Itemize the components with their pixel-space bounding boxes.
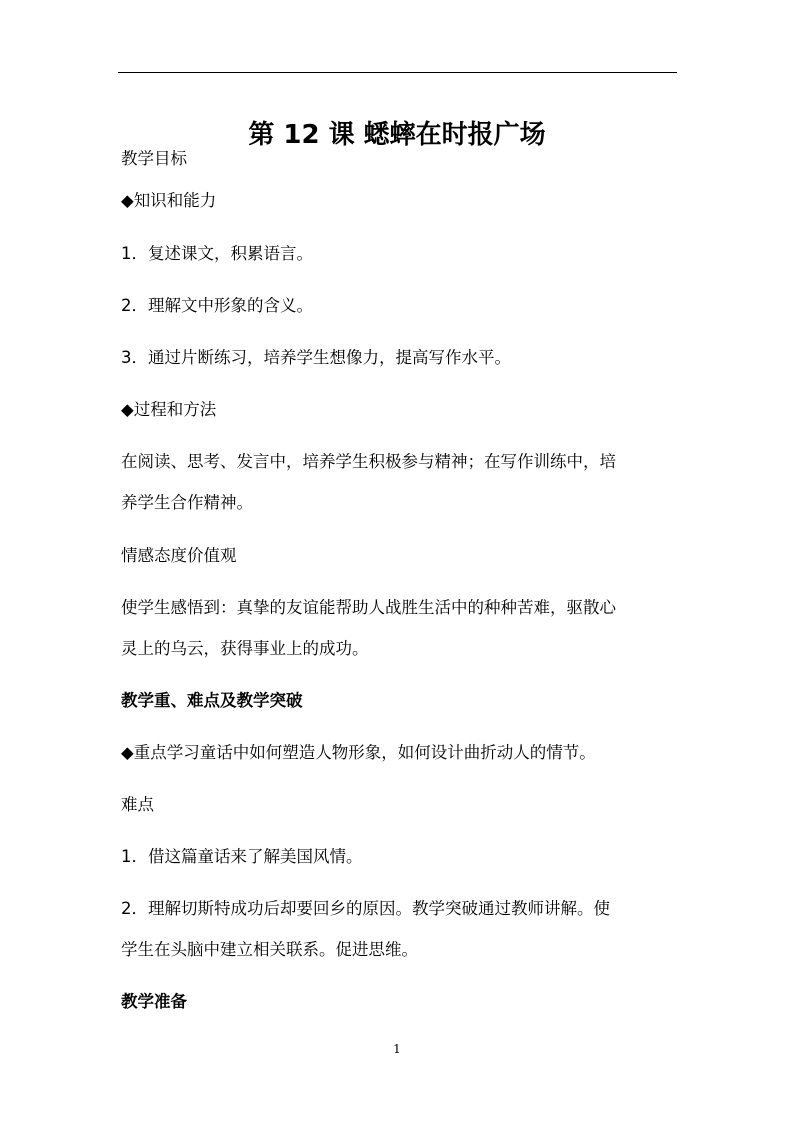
header-rule bbox=[118, 72, 677, 73]
subheading-process-method: ◆过程和方法 bbox=[121, 400, 217, 419]
list-item-2: 2．理解文中形象的含义。 bbox=[121, 296, 313, 315]
section-heading-key-difficult-points: 教学重、难点及教学突破 bbox=[121, 691, 303, 710]
paragraph-emotion-line-2: 灵上的乌云，获得事业上的成功。 bbox=[121, 639, 369, 658]
section-heading-teaching-preparation: 教学准备 bbox=[121, 992, 187, 1011]
paragraph-process-line-1: 在阅读、思考、发言中，培养学生积极参与精神；在写作训练中，培 bbox=[121, 452, 616, 471]
subheading-knowledge-ability: ◆知识和能力 bbox=[121, 191, 217, 210]
paragraph-process-line-2: 养学生合作精神。 bbox=[121, 493, 253, 512]
subheading-difficult-points: 难点 bbox=[121, 795, 154, 814]
difficult-item-1: 1．借这篇童话来了解美国风情。 bbox=[121, 847, 363, 866]
list-item-3: 3．通过片断练习，培养学生想像力，提高写作水平。 bbox=[121, 348, 511, 367]
subheading-emotion-values: 情感态度价值观 bbox=[121, 546, 237, 565]
paragraph-emotion-line-1: 使学生感悟到：真挚的友谊能帮助人战胜生活中的种种苦难，驱散心 bbox=[121, 598, 616, 617]
difficult-item-2-line-2: 学生在头脑中建立相关联系。促进思维。 bbox=[121, 940, 418, 959]
difficult-item-2-line-1: 2．理解切斯特成功后却要回乡的原因。教学突破通过教师讲解。使 bbox=[121, 899, 610, 918]
list-item-1: 1．复述课文，积累语言。 bbox=[121, 244, 313, 263]
key-point-text: ◆重点学习童话中如何塑造人物形象，如何设计曲折动人的情节。 bbox=[121, 743, 596, 762]
section-heading-teaching-goals: 教学目标 bbox=[121, 149, 187, 168]
page-number: 1 bbox=[393, 1042, 401, 1056]
page-title: 第 12 课 蟋蟀在时报广场 bbox=[248, 120, 546, 151]
